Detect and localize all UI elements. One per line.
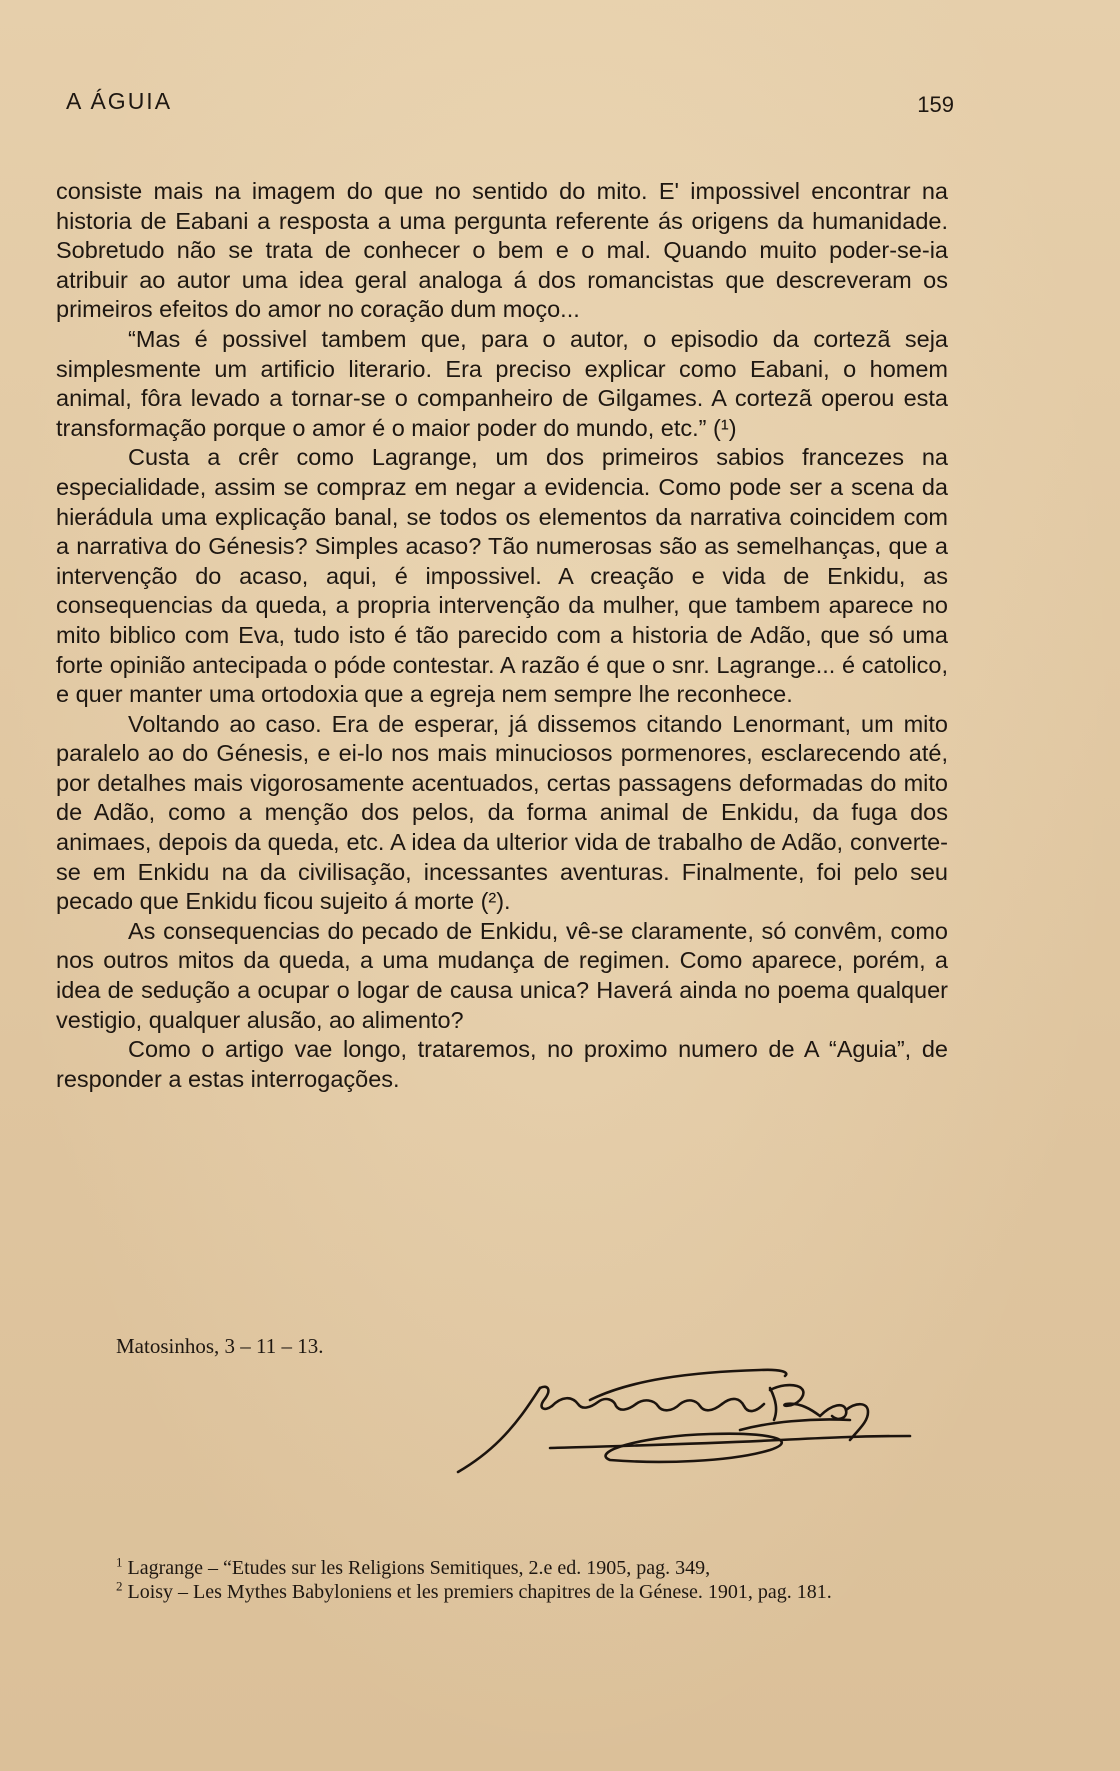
paragraph-4: Voltando ao caso. Era de esperar, já dissemos citando Lenormant, um mito paralelo ao do Génesis, e ei-lo nos mais minuciosos pormenores, esclarecendo até, por detalhes mais vigorosamente acentuados, certas passagens deformadas do mito de Adão, como a menção dos pelos, da forma animal de Enkidu, da fuga dos animaes, depois da queda, etc. A idea da ulterior vida de trabalho de Adão, converte-se em Enkidu na da civilisação, incessantes aventuras. Finalmente, foi pelo seu pecado que Enkidu ficou sujeito á morte (²). <box>56 710 948 915</box>
paragraph-5: As consequencias do pecado de Enkidu, vê-se claramente, só convêm, como nos outros mitos da queda, a uma mudança de regimen. Como aparece, porém, a idea de sedução a ocupar o logar de causa unica? Haverá ainda no poema qualquer vestigio, qualquer alusão, ao alimento? <box>56 917 948 1033</box>
footnote-2 <box>44 1580 928 1604</box>
running-head <box>66 88 954 122</box>
paragraph-3: Custa a crêr como Lagrange, um dos primeiros sabios francezes na especialidade, assim se compraz em negar a evidencia. Como pode ser a scena da hierádula uma explicação banal, se todos os elementos da narrativa coincidem com a narrativa do Génesis? Simples acaso? Tão numerosas são as semelhanças, que a intervenção do acaso, aqui, é impossivel. A creação e vida de Enkidu, as consequencias da queda, a propria intervenção da mulher, que tambem aparece no mito biblico com Eva, tudo isto é tão parecido com a historia de Adão, que só uma forte opinião antecipada o póde contestar. A razão é que o snr. Lagrange... é catolico, e quer manter uma ortodoxia que a egreja nem sempre lhe reconhece. <box>56 444 948 708</box>
footnote-mark: 2 <box>116 1578 123 1594</box>
paragraph-6: Como o artigo vae longo, trataremos, no proximo numero de A “Aguia”, de responder a estas interrogações. <box>56 1036 948 1092</box>
footnotes <box>44 1556 928 1604</box>
paragraph-2: “Mas é possivel tambem que, para o autor, o episodio da cortezã seja simplesmente um artificio literario. Era preciso explicar como Eabani, o homem animal, fôra levado a tornar-se o companheiro de Gilgames. A cortezã operou esta transformação porque o amor é o maior poder do mundo, etc.” (¹) <box>56 325 948 441</box>
handwritten-signature <box>440 1360 940 1480</box>
footnote-text: Lagrange – “Etudes sur les Religions Semitiques, 2.e ed. 1905, pag. 349, <box>127 1557 711 1579</box>
footnote-1 <box>44 1556 928 1580</box>
footnote-mark: 1 <box>116 1554 123 1570</box>
article-body <box>56 177 948 1094</box>
paragraph-1: consiste mais na imagem do que no sentido do mito. E' impossivel encontrar na historia de Eabani a resposta a uma pergunta referente ás origens da humanidade. Sobretudo não se trata de conhecer o bem e o mal. Quando muito poder-se-ia atribuir ao autor uma idea geral analoga á dos romancistas que descreveram os primeiros efeitos do amor no coração dum moço... <box>56 178 948 323</box>
page-number: 159 <box>917 92 954 117</box>
footnote-text: Loisy – Les Mythes Babyloniens et les premiers chapitres de la Génese. 1901, pag. 181. <box>127 1581 832 1603</box>
dateline: Matosinhos, 3 – 11 – 13. <box>116 1334 324 1358</box>
running-title: A ÁGUIA <box>66 88 173 114</box>
